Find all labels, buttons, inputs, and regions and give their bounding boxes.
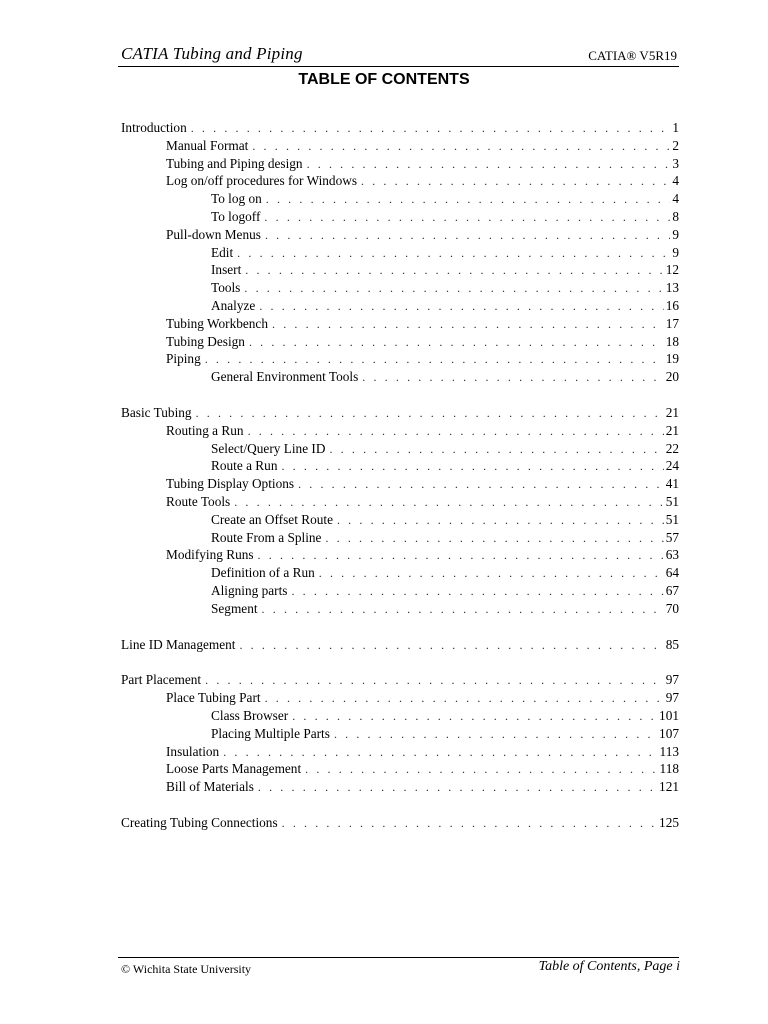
toc-entry[interactable] <box>121 138 679 156</box>
toc-entry-label: Bill of Materials <box>166 779 254 795</box>
toc-entry-page: 22 <box>665 440 679 456</box>
toc-entry-page: 9 <box>672 244 679 260</box>
toc-entry-label: Basic Tubing <box>121 404 192 420</box>
toc-entry-page: 24 <box>665 458 679 474</box>
toc-entry-page: 118 <box>659 761 679 777</box>
dot-leader <box>248 424 664 439</box>
toc-entry-page: 3 <box>672 155 679 171</box>
toc-entry[interactable] <box>121 227 679 245</box>
toc-entry-label: Route a Run <box>211 458 278 474</box>
toc-entry[interactable] <box>121 583 679 601</box>
dot-leader <box>266 192 671 207</box>
toc-entry-label: Insert <box>211 262 242 278</box>
toc-entry-page: 4 <box>672 191 679 207</box>
toc-entry-page: 101 <box>659 707 679 723</box>
dot-leader <box>245 263 663 278</box>
toc-entry-page: 64 <box>665 565 679 581</box>
toc-entry-page: 97 <box>665 690 679 706</box>
dot-leader <box>237 246 670 261</box>
toc-entry[interactable] <box>121 262 679 280</box>
toc-entry-label: Edit <box>211 244 234 260</box>
toc-entry-page: 63 <box>665 547 679 563</box>
toc-entry-page: 107 <box>659 725 679 741</box>
toc-entry[interactable] <box>121 441 679 459</box>
toc-entry-label: Route From a Spline <box>211 529 322 545</box>
toc-entry-label: Segment <box>211 600 258 616</box>
toc-entry-label: Loose Parts Management <box>166 761 302 777</box>
toc-entry-label: Introduction <box>121 120 187 135</box>
toc-section <box>121 405 679 619</box>
toc-entry[interactable] <box>121 637 679 655</box>
dot-leader <box>272 317 664 332</box>
toc-entry-page: 70 <box>665 600 679 616</box>
toc-entry-label: Pull-down Menus <box>166 226 261 242</box>
dot-leader <box>298 477 664 492</box>
dot-leader <box>258 780 657 795</box>
toc-entry-page: 41 <box>665 476 679 492</box>
dot-leader <box>291 584 663 599</box>
toc-entry[interactable] <box>121 530 679 548</box>
toc-entry[interactable] <box>121 209 679 227</box>
toc-entry-page: 12 <box>665 262 679 278</box>
toc-entry-page: 2 <box>672 137 679 153</box>
toc-entry-label: Piping <box>166 351 201 367</box>
toc-entry-page: 85 <box>665 636 679 652</box>
table-of-contents <box>121 120 679 851</box>
toc-entry-page: 20 <box>665 369 679 385</box>
dot-leader <box>361 174 670 189</box>
toc-entry-label: Creating Tubing Connections <box>121 814 278 830</box>
dot-leader <box>362 370 663 385</box>
dot-leader <box>259 299 663 314</box>
toc-entry-label: Create an Offset Route <box>211 511 333 527</box>
dot-leader <box>329 442 663 457</box>
toc-entry-label: Definition of a Run <box>211 565 315 581</box>
toc-entry[interactable] <box>121 351 679 369</box>
toc-entry-label: Placing Multiple Parts <box>211 725 330 741</box>
toc-entry-label: Part Placement <box>121 672 202 688</box>
footer-rule <box>118 957 679 958</box>
toc-entry-label: Line ID Management <box>121 636 236 652</box>
toc-entry[interactable] <box>121 744 679 762</box>
toc-entry-label: Log on/off procedures for Windows <box>166 173 357 189</box>
dot-leader <box>191 121 671 136</box>
toc-entry[interactable] <box>121 708 679 726</box>
toc-entry-label: Aligning parts <box>211 582 288 598</box>
toc-entry[interactable] <box>121 761 679 779</box>
dot-leader <box>305 762 657 777</box>
toc-entry[interactable] <box>121 334 679 352</box>
toc-entry-label: Insulation <box>166 743 220 759</box>
toc-entry-label: Routing a Run <box>166 422 244 438</box>
toc-entry[interactable] <box>121 458 679 476</box>
toc-entry[interactable] <box>121 476 679 494</box>
header-rule <box>118 66 679 67</box>
toc-entry-page: 18 <box>665 333 679 349</box>
toc-entry-label: Tubing and Piping design <box>166 155 303 171</box>
dot-leader <box>265 228 670 243</box>
toc-entry-page: 125 <box>659 814 679 830</box>
toc-entry-page: 21 <box>665 404 679 420</box>
toc-entry-page: 8 <box>672 208 679 224</box>
toc-entry-label: Tubing Workbench <box>166 315 268 331</box>
footer-copyright: © Wichita State University <box>121 962 252 976</box>
toc-entry-page: 57 <box>665 529 679 545</box>
dot-leader <box>281 459 663 474</box>
toc-entry-page: 4 <box>672 173 679 189</box>
toc-section <box>121 120 679 387</box>
toc-entry[interactable] <box>121 245 679 263</box>
toc-entry-page: 17 <box>665 315 679 331</box>
toc-entry-page: 97 <box>665 672 679 688</box>
dot-leader <box>196 406 664 421</box>
dot-leader <box>258 548 664 563</box>
dot-leader <box>223 745 657 760</box>
toc-entry-label: To logoff <box>211 208 261 224</box>
toc-entry-page: 51 <box>665 511 679 527</box>
toc-entry[interactable] <box>121 494 679 512</box>
toc-entry[interactable] <box>121 316 679 334</box>
toc-entry[interactable] <box>121 815 679 833</box>
toc-entry[interactable] <box>121 565 679 583</box>
running-header-version: CATIA® V5R19 <box>588 48 677 63</box>
toc-entry-page: 51 <box>665 493 679 509</box>
toc-entry-page: 13 <box>665 280 679 296</box>
toc-entry-label: Select/Query Line ID <box>211 440 326 456</box>
toc-entry-page: 67 <box>665 582 679 598</box>
toc-entry[interactable] <box>121 512 679 530</box>
dot-leader <box>337 513 664 528</box>
dot-leader <box>319 566 664 581</box>
toc-entry-page: 21 <box>665 422 679 438</box>
dot-leader <box>325 531 663 546</box>
toc-entry[interactable] <box>121 726 679 744</box>
toc-entry-page: 113 <box>659 743 679 759</box>
footer-page-label: Table of Contents, Page i <box>538 959 680 974</box>
dot-leader <box>264 210 670 225</box>
toc-entry[interactable] <box>121 601 679 619</box>
toc-entry[interactable] <box>121 405 679 423</box>
toc-entry-label: Class Browser <box>211 707 289 723</box>
dot-leader <box>292 709 657 724</box>
toc-entry-label: Route Tools <box>166 493 231 509</box>
toc-entry[interactable] <box>121 547 679 565</box>
toc-entry-label: Tubing Design <box>166 333 245 349</box>
dot-leader <box>205 673 664 688</box>
toc-entry-label: Modifying Runs <box>166 547 254 563</box>
dot-leader <box>249 335 664 350</box>
toc-section <box>121 637 679 655</box>
dot-leader <box>282 816 657 831</box>
toc-section <box>121 672 679 797</box>
dot-leader <box>244 281 663 296</box>
toc-entry-label: Place Tubing Part <box>166 690 261 706</box>
toc-entry[interactable] <box>121 298 679 316</box>
dot-leader <box>234 495 663 510</box>
toc-entry-page: 1 <box>672 120 679 135</box>
dot-leader <box>205 352 664 367</box>
toc-entry[interactable] <box>121 779 679 797</box>
toc-entry[interactable] <box>121 280 679 298</box>
dot-leader <box>307 157 671 172</box>
dot-leader <box>239 638 663 653</box>
dot-leader <box>265 691 664 706</box>
dot-leader <box>334 727 657 742</box>
toc-entry-label: Manual Format <box>166 137 249 153</box>
toc-entry-label: General Environment Tools <box>211 369 359 385</box>
toc-entry-page: 121 <box>659 779 679 795</box>
running-header-title: CATIA Tubing and Piping <box>121 44 303 63</box>
toc-entry[interactable] <box>121 690 679 708</box>
toc-entry-page: 19 <box>665 351 679 367</box>
toc-entry[interactable] <box>121 156 679 174</box>
toc-entry[interactable] <box>121 672 679 690</box>
page-title: TABLE OF CONTENTS <box>298 71 470 88</box>
toc-entry-page: 9 <box>672 226 679 242</box>
dot-leader <box>252 139 670 154</box>
toc-entry[interactable] <box>121 423 679 441</box>
toc-entry-label: Analyze <box>211 297 256 313</box>
toc-entry-page: 16 <box>665 297 679 313</box>
toc-section <box>121 815 679 833</box>
dot-leader <box>262 602 664 617</box>
toc-entry-label: Tools <box>211 280 241 296</box>
toc-entry-label: Tubing Display Options <box>166 476 295 492</box>
toc-entry[interactable] <box>121 369 679 387</box>
toc-entry[interactable] <box>121 173 679 191</box>
toc-entry-label: To log on <box>211 191 262 207</box>
toc-entry[interactable] <box>121 120 679 138</box>
toc-entry[interactable] <box>121 191 679 209</box>
